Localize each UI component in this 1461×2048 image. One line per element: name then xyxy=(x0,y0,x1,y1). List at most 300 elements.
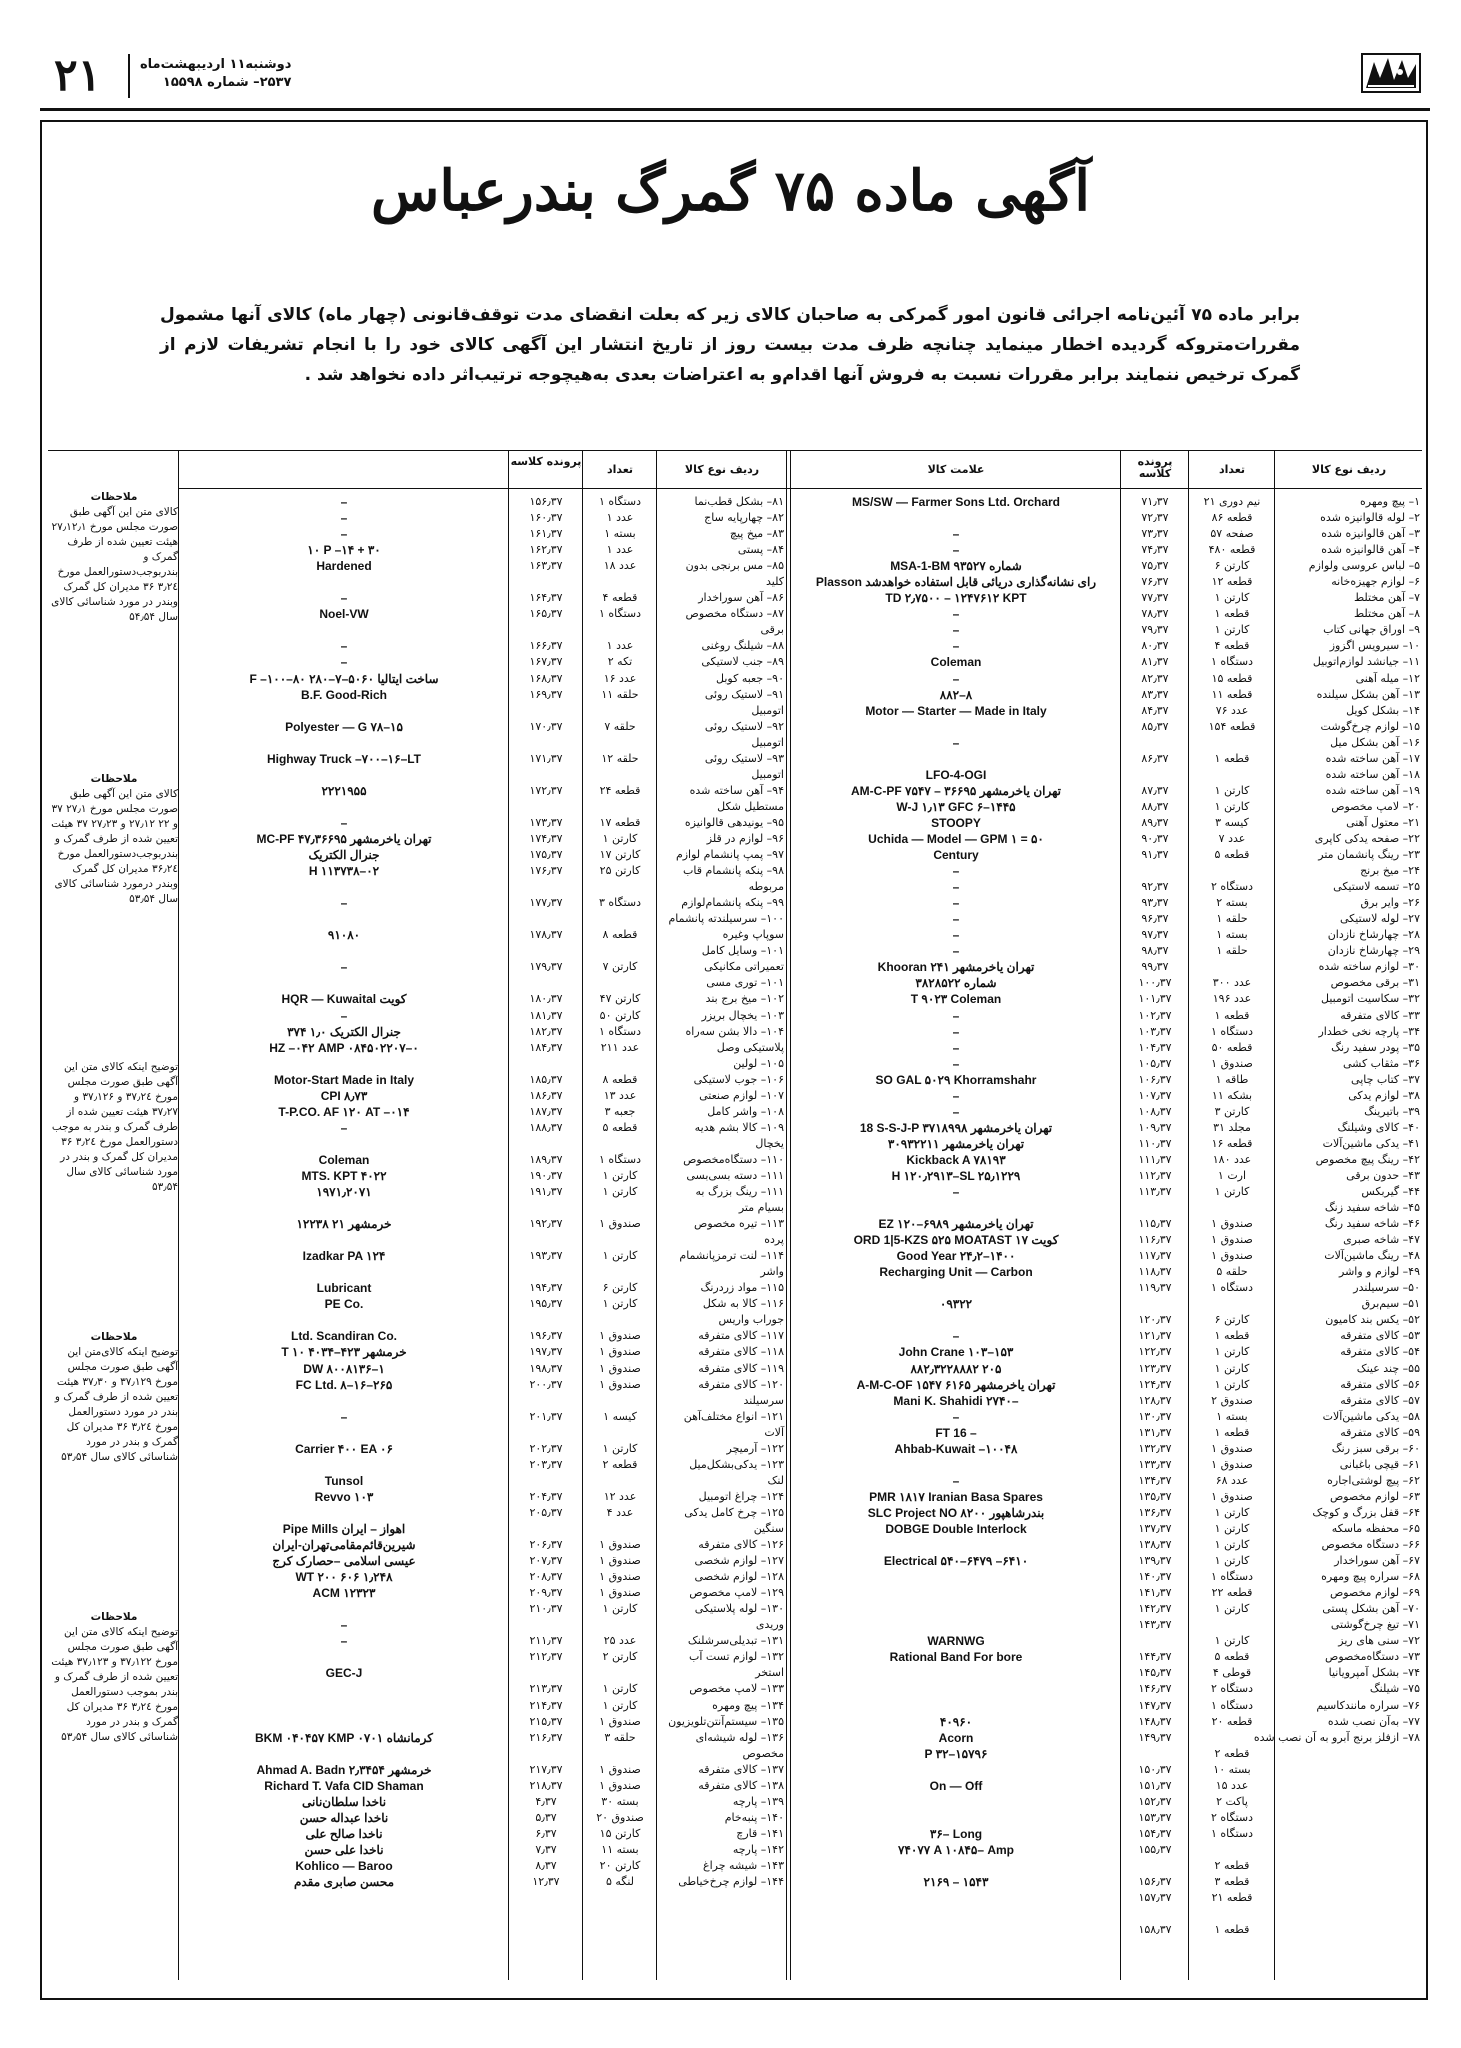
header-row-item: ردیف نوع کالا xyxy=(1311,463,1387,476)
goods-count: ۸۶ قطعه xyxy=(1211,511,1253,525)
permit-number: ۷۳٫۳۷ xyxy=(1141,527,1169,541)
goods-item: ۷۶– سراره مانند‌کاسیم xyxy=(1316,1698,1420,1712)
goods-item: ۱۲۲– آرمیچر xyxy=(726,1441,784,1455)
permit-number: ۱۸۴٫۳۷ xyxy=(529,1040,563,1054)
remarks-note xyxy=(50,772,178,907)
goods-count: ۱ بسته xyxy=(1216,1409,1248,1423)
goods-mark xyxy=(182,574,506,590)
permit-number: ۲۱۶٫۳۷ xyxy=(529,1730,563,1744)
goods-count: ۲ قطعه xyxy=(1214,1746,1250,1760)
goods-mark: ۳۶– Long xyxy=(929,1826,983,1841)
goods-mark: H ۱۲۰٫۲۹۱۳–SL ۲۵٫۱۲۲۹ xyxy=(891,1168,1021,1183)
permit-number: ۱۲۱٫۳۷ xyxy=(1138,1329,1172,1343)
goods-item: ۶۰– برقی سبز رنگ xyxy=(1331,1441,1420,1455)
permit-number xyxy=(510,1056,582,1072)
goods-mark: TD ۲٫۷۵۰۰ – ۱۲۴۷۶۱۲ KPT xyxy=(885,591,1027,606)
goods-count: ۱۱ قطعه xyxy=(1211,687,1253,701)
goods-count: ۱ کارتن xyxy=(1214,1634,1250,1648)
goods-mark xyxy=(182,767,506,783)
goods-mark xyxy=(794,1858,1118,1874)
goods-count: ۱۷ کارتن xyxy=(599,848,641,862)
goods-item: ۹۹– پنکه پانشمام‌لوازم xyxy=(681,896,784,910)
goods-mark: – xyxy=(952,1056,960,1071)
goods-item: ۴۵– شاخه سفید زنگ xyxy=(1324,1201,1420,1215)
goods-item: ۴۱– یدکی ماشین‌آلات xyxy=(1322,1136,1420,1150)
goods-count xyxy=(584,767,656,783)
goods-item: ۹۳– لاستیک روئی xyxy=(704,751,784,765)
goods-item: ۱۱۱– رینگ بزرگ به xyxy=(695,1185,784,1199)
goods-item: ۱۵– لوازم چرخ‌گوشت xyxy=(1320,719,1420,733)
goods-item: ۳۵– پودر سفید رنگ xyxy=(1331,1040,1420,1054)
issue-text: ۲۵۳۷– شماره ۱۵۵۹۸ xyxy=(162,75,292,90)
permit-number: ۲۰۱٫۳۷ xyxy=(529,1409,563,1423)
permit-number xyxy=(1122,767,1188,783)
date-line xyxy=(140,56,291,92)
goods-item: ۴۶– شاخه سفید رنگ xyxy=(1324,1217,1420,1231)
goods-count: ۲۱ قطعه xyxy=(1211,1891,1253,1905)
goods-count: ۲۴ قطعه xyxy=(599,783,641,797)
goods-mark: – xyxy=(952,1024,960,1039)
goods-mark: P ۳۲–۱۵۷۹۶ xyxy=(924,1746,988,1761)
goods-mark: – xyxy=(340,639,348,654)
goods-count: ۱۲ قطعه xyxy=(1211,575,1253,589)
permit-number: ۲۱۰٫۳۷ xyxy=(529,1602,563,1616)
goods-mark: ۱۲۲۳۸ خرمشهر ۲۱ xyxy=(296,1217,392,1232)
goods-count: ۱ دستگاه xyxy=(1210,1826,1254,1840)
goods-mark: EZ ۱۲۰–۶۹۸۹ تهران یاخرمشهر xyxy=(878,1217,1034,1232)
goods-item: ۸۵– مس برنجی بدون xyxy=(685,559,784,573)
permit-number: ۹۱٫۳۷ xyxy=(1141,848,1169,862)
permit-number: ۲۰۲٫۳۷ xyxy=(529,1441,563,1455)
header-count-2: تعداد xyxy=(606,463,634,476)
goods-count: ۱ کارتن xyxy=(1214,1361,1250,1375)
permit-number: ۱۷۵٫۳۷ xyxy=(529,848,563,862)
permit-number: ۵٫۳۷ xyxy=(535,1810,557,1824)
permit-number xyxy=(510,911,582,927)
goods-mark: محسن صابری مقدم xyxy=(293,1875,395,1890)
goods-mark: – xyxy=(952,639,960,654)
col-rule xyxy=(656,450,657,1980)
goods-count: ۲ دستگاه xyxy=(1210,1810,1254,1824)
permit-number: ۸۳٫۳۷ xyxy=(1141,687,1169,701)
goods-mark: HQR — Kuwaital کویت xyxy=(281,992,407,1007)
goods-mark xyxy=(182,1681,506,1697)
goods-item: ۹۵– یونیدهی قالوانیزه xyxy=(684,815,784,829)
goods-item: ۵۷– کالای متفرقه xyxy=(1340,1393,1420,1407)
goods-count: ۱۰ بسته xyxy=(1213,1762,1251,1776)
permit-number: ۱۸۶٫۳۷ xyxy=(529,1088,563,1102)
goods-mark: Century xyxy=(933,848,979,863)
goods-mark xyxy=(794,719,1118,735)
goods-item: ۲۶– وایر برق xyxy=(1360,896,1420,910)
goods-count: ۷ عدد xyxy=(1218,831,1246,845)
goods-count xyxy=(584,1264,656,1280)
goods-count: ۶ کارتن xyxy=(602,1281,638,1295)
permit-number: ۱۶۲٫۳۷ xyxy=(529,543,563,557)
goods-mark xyxy=(794,1681,1118,1697)
goods-item: مربوطه xyxy=(748,880,784,894)
goods-mark: Rational Band For bore xyxy=(889,1650,1023,1665)
goods-count: ۱۱ بشکه xyxy=(1211,1088,1253,1102)
goods-mark: Ahmad A. Badn ۲٫۳۴۵۴ خرمشهر xyxy=(256,1762,432,1777)
goods-item: ۴۰– کالای وشیلنگ xyxy=(1337,1120,1420,1134)
goods-count: ۱۱ حلقه xyxy=(601,687,639,701)
goods-item: کلید xyxy=(766,575,784,589)
goods-mark xyxy=(794,751,1118,767)
goods-item: ۶۹– لوازم مخصوص xyxy=(1329,1586,1420,1600)
goods-mark: – xyxy=(952,1473,960,1488)
goods-count: ۱ عدد xyxy=(606,543,634,557)
goods-mark xyxy=(794,510,1118,526)
goods-mark xyxy=(794,1280,1118,1296)
permit-number xyxy=(510,1473,582,1489)
goods-count xyxy=(584,1665,656,1681)
goods-mark xyxy=(182,1505,506,1521)
goods-item: ۸۱– بشکل قطب‌نما xyxy=(694,495,784,508)
goods-count: ۱ حلقه xyxy=(1216,912,1248,926)
goods-item: ۱۳۳– لامپ مخصوص xyxy=(689,1682,784,1696)
goods-item: اتومبیل xyxy=(751,767,784,781)
goods-mark: Acorn xyxy=(938,1730,974,1745)
goods-item: ۱۴۳– شیشه چراغ xyxy=(703,1858,784,1872)
goods-mark: Motor-Start Made in Italy xyxy=(273,1072,414,1087)
permit-number xyxy=(510,574,582,590)
permit-number: ۹۸٫۳۷ xyxy=(1141,944,1169,958)
goods-item: ۷۵– شیلنگ xyxy=(1369,1682,1420,1696)
permit-number: ۱۹۴٫۳۷ xyxy=(529,1281,563,1295)
goods-mark xyxy=(182,975,506,991)
permit-number: ۱۱۸٫۳۷ xyxy=(1138,1265,1172,1279)
goods-mark xyxy=(182,703,506,719)
goods-count: ۱ صندوق xyxy=(599,1329,641,1343)
goods-item: آلات xyxy=(764,1425,784,1439)
goods-count: ۶۸ عدد xyxy=(1215,1473,1249,1487)
permit-number: ۱۹۷٫۳۷ xyxy=(529,1345,563,1359)
goods-item: ۷۷– به‌آن نصب شده xyxy=(1327,1714,1420,1728)
goods-count: ۲ دستگاه xyxy=(1210,1682,1254,1696)
goods-count: ۱۸ عدد xyxy=(603,559,637,573)
goods-item: ۱۲– میله آهنی xyxy=(1355,671,1420,685)
goods-mark xyxy=(794,1762,1118,1778)
goods-item: ۱۲۳– یدکی‌بشکل‌میل xyxy=(689,1457,784,1471)
goods-count: ۷ کارتن xyxy=(602,960,638,974)
permit-number: ۱۷۶٫۳۷ xyxy=(529,864,563,878)
goods-count: ۱ قطعه xyxy=(1214,1329,1250,1343)
goods-count: ۱ صندوق xyxy=(1211,1056,1253,1070)
goods-item: ۶۴– قفل بزرگ و کوچک xyxy=(1312,1505,1420,1519)
goods-mark: – xyxy=(952,623,960,638)
goods-count: ۱ صندوق xyxy=(1211,1441,1253,1455)
goods-mark: جنرال الکتریک ۱٫۰ ۳۷۴ xyxy=(287,1024,401,1039)
goods-item: ۵۳– کالای متفرقه xyxy=(1340,1329,1420,1343)
goods-item: ۱۳۶– لوله شیشه‌ای xyxy=(695,1730,784,1744)
goods-mark: FT 16 – xyxy=(935,1425,977,1440)
goods-mark: – xyxy=(952,607,960,622)
goods-mark: ۷۴۰۷۷ A ۱۰۸۴۵– Amp xyxy=(897,1842,1014,1857)
goods-item: جوراب واریس xyxy=(718,1313,784,1327)
goods-mark: ORD 1|5-KZS ۵۲۵ MOATAST ۱۷ کویت xyxy=(853,1233,1059,1248)
goods-mark: Highway Truck –۷۰۰–۱۶–LT xyxy=(266,751,422,766)
goods-item: برقی xyxy=(760,623,784,637)
goods-count: ۷ حلقه xyxy=(604,719,636,733)
goods-count: ۱ کارتن xyxy=(1214,591,1250,605)
goods-item: یخچال xyxy=(755,1136,784,1150)
goods-item: سرسیلند xyxy=(743,1393,784,1407)
goods-item: ۱۳۲– لوازم تست آب xyxy=(688,1650,784,1664)
permit-number: ۱۹۰٫۳۷ xyxy=(529,1168,563,1182)
goods-mark: ناخدا سلطان‌نانی xyxy=(301,1794,387,1809)
goods-mark: – xyxy=(340,960,348,975)
goods-mark: On — Off xyxy=(929,1778,983,1793)
goods-count: ۵۰ قطعه xyxy=(1211,1040,1253,1054)
remarks-title: ملاحظات xyxy=(90,491,138,503)
permit-number: ۱۱۵٫۳۷ xyxy=(1138,1217,1172,1231)
permit-number xyxy=(510,622,582,638)
goods-count xyxy=(1190,863,1274,879)
goods-mark: ۱۹۷۱٫۲۰۷۱ xyxy=(316,1185,372,1200)
goods-mark: PE Co. xyxy=(324,1297,364,1312)
permit-number: ۱۷۳٫۳۷ xyxy=(529,815,563,829)
goods-item: ۱۲۰– کالای متفرقه xyxy=(698,1377,784,1391)
goods-item: ۲۳– رینگ پانشمان متر xyxy=(1318,848,1420,862)
col-rule xyxy=(178,450,179,1980)
masthead-rule xyxy=(40,108,1430,111)
goods-item: ۵۱– سیم‌برق xyxy=(1361,1297,1420,1311)
goods-item: ۲– لوله قالوانیزه شده xyxy=(1320,511,1420,525)
goods-count: ۱۶ عدد xyxy=(603,671,637,685)
permit-number: ۱۵۶٫۳۷ xyxy=(529,495,563,508)
goods-count xyxy=(584,943,656,959)
goods-item: ۴۷– شاخه صبری xyxy=(1343,1233,1420,1247)
permit-number: ۴٫۳۷ xyxy=(535,1794,557,1808)
goods-item: ۱۱۸– کالای متفرقه xyxy=(698,1345,784,1359)
goods-item: ۱۰۷– لوازم صنعتی xyxy=(699,1088,784,1102)
permit-number: ۱۰۷٫۳۷ xyxy=(1138,1088,1172,1102)
permit-number: ۸۰٫۳۷ xyxy=(1141,639,1169,653)
goods-mark xyxy=(182,1649,506,1665)
goods-mark: – xyxy=(952,928,960,943)
permit-number xyxy=(510,879,582,895)
goods-count: ۱ ارت xyxy=(1217,1168,1247,1182)
col-rule xyxy=(508,450,509,1980)
goods-item: ۷۲– سنی های ریز xyxy=(1338,1634,1420,1648)
goods-item: ۳۶– مثقاب کشی xyxy=(1342,1056,1420,1070)
goods-mark: ناخدا صالح علی xyxy=(305,1826,383,1841)
goods-count: ۲۲ قطعه xyxy=(1211,1586,1253,1600)
goods-mark: – xyxy=(340,655,348,670)
goods-item: ۹۴– آهن ساخته شده xyxy=(689,783,784,797)
permit-number: ۱۵۱٫۳۷ xyxy=(1138,1778,1172,1792)
goods-mark: MSA-1-BM ۹۳۵۲۷ شماره xyxy=(890,559,1022,574)
goods-item: ۵۹– کالای متفرقه xyxy=(1340,1425,1420,1439)
goods-item: ۱۲۹– لامپ مخصوص xyxy=(689,1586,784,1600)
permit-number: ۸۱٫۳۷ xyxy=(1141,655,1169,669)
goods-count: ۱ قطعه xyxy=(1214,751,1250,765)
goods-count: ۱ صندوق xyxy=(599,1217,641,1231)
goods-mark: CPI ۸٫۷۳ xyxy=(320,1088,368,1103)
permit-number xyxy=(510,1136,582,1152)
goods-count: ۱۵ عدد xyxy=(1215,1778,1249,1792)
goods-mark: Richard T. Vafa CID Shaman xyxy=(264,1778,424,1793)
goods-item: ۱۳۱– تبدیلی‌سرشلنک xyxy=(687,1634,784,1648)
goods-item: ۱۲۵– چرخ کامل یدکی xyxy=(684,1505,784,1519)
goods-count: ۱ صندوق xyxy=(599,1762,641,1776)
goods-count: ۱ کارتن xyxy=(602,1602,638,1616)
goods-item: ۱۳۸– کالای متفرقه xyxy=(698,1778,784,1792)
goods-mark: A-M-C-OF ۱۵۴۷ ۶۱۶۵ تهران یاخرمشهر xyxy=(856,1377,1056,1392)
permit-number xyxy=(510,703,582,719)
goods-item: ۱۱۰– دستگاه‌مخصوص xyxy=(683,1152,784,1166)
col-rule xyxy=(1120,450,1121,1980)
goods-item: واشر xyxy=(760,1265,784,1279)
goods-item: ۱۲۶– کالای متفرقه xyxy=(698,1538,784,1552)
goods-count xyxy=(584,1393,656,1409)
goods-item: ۷۰– آهن بشکل پستی xyxy=(1322,1602,1420,1616)
goods-mark: – xyxy=(340,1120,348,1135)
permit-number: ۸۲٫۳۷ xyxy=(1141,671,1169,685)
goods-item: ۱۰۸– واشر کامل xyxy=(707,1104,784,1118)
permit-number: ۱۳۴٫۳۷ xyxy=(1138,1473,1172,1487)
left-marks-column xyxy=(182,494,506,1890)
goods-count: ۱ صندوق xyxy=(599,1586,641,1600)
goods-count xyxy=(584,1473,656,1489)
goods-mark xyxy=(182,943,506,959)
goods-count xyxy=(1190,735,1274,751)
goods-mark: – xyxy=(952,1329,960,1344)
permit-number: ۹۶٫۳۷ xyxy=(1141,912,1169,926)
goods-mark: Mani K. Shahidi ۲۷۴۰– xyxy=(893,1393,1019,1408)
permit-number: ۷۸٫۳۷ xyxy=(1141,607,1169,621)
goods-count: ۳ حلقه xyxy=(604,1730,636,1744)
permit-number: ۲۰۰٫۳۷ xyxy=(529,1377,563,1391)
permit-number: ۲۱۴٫۳۷ xyxy=(529,1698,563,1712)
goods-count: ۱ صندوق xyxy=(1211,1233,1253,1247)
goods-count: ۱ عدد xyxy=(606,511,634,525)
goods-item: ۶۳– لوازم مخصوص xyxy=(1329,1489,1420,1503)
goods-count: ۲۰ کارتن xyxy=(599,1858,641,1872)
permit-number: ۱۷۲٫۳۷ xyxy=(529,783,563,797)
goods-item: ۴۳– حدون برقی xyxy=(1346,1168,1420,1182)
goods-mark: STOOPY xyxy=(931,815,981,830)
goods-count: ۱ صندوق xyxy=(599,1554,641,1568)
goods-count: ۱ صندوق xyxy=(1211,1457,1253,1471)
permit-number: ۱۶۶٫۳۷ xyxy=(529,639,563,653)
goods-item: ۹۲– لاستیک روئی xyxy=(704,719,784,733)
col-rule xyxy=(790,450,791,1980)
goods-item: ۱۱۱– دسته بسی‌بسی xyxy=(686,1168,784,1182)
goods-mark: – xyxy=(952,944,960,959)
goods-mark xyxy=(794,1810,1118,1826)
goods-item: ۱۴۰– پنبه‌خام xyxy=(724,1810,784,1824)
permit-number: ۱۱۳٫۳۷ xyxy=(1138,1185,1172,1199)
goods-item: ۵– لباس عروسی ولوازم xyxy=(1308,559,1420,573)
goods-count: ۱ کارتن xyxy=(602,1682,638,1696)
permit-number xyxy=(510,1200,582,1216)
goods-count: ۱۵۴ قطعه xyxy=(1208,719,1256,733)
goods-count xyxy=(584,622,656,638)
goods-mark: – xyxy=(340,815,348,830)
goods-item: ۹۶– لوازم در قلز xyxy=(706,831,784,845)
permit-number: ۱۵۵٫۳۷ xyxy=(1138,1842,1172,1856)
goods-count: ۱ دستگاه xyxy=(598,495,642,508)
goods-item: ۳۰– لوازم ساخته شده xyxy=(1318,960,1420,974)
goods-count: ۲ بسته xyxy=(1216,896,1248,910)
left-counts-column xyxy=(584,494,656,1890)
goods-count: ۲۰ صندوق xyxy=(596,1810,644,1824)
goods-count: ۵ حلقه xyxy=(1216,1265,1248,1279)
goods-table xyxy=(48,450,1422,1980)
permit-number: ۱۹۲٫۳۷ xyxy=(529,1217,563,1231)
goods-mark: Coleman xyxy=(930,655,982,670)
goods-count: ۲ کارتن xyxy=(602,1650,638,1664)
permit-number xyxy=(510,975,582,991)
goods-mark xyxy=(182,1698,506,1714)
goods-item: بسیام متر xyxy=(738,1201,784,1215)
permit-number: ۱۷۹٫۳۷ xyxy=(529,960,563,974)
permit-number xyxy=(1122,1746,1188,1762)
goods-count xyxy=(1190,1842,1274,1858)
goods-mark: ۹۱۰۸۰ xyxy=(327,928,361,943)
goods-count: ۱ کارتن xyxy=(602,1185,638,1199)
permit-number: ۲۰۷٫۳۷ xyxy=(529,1554,563,1568)
permit-number: ۸۵٫۳۷ xyxy=(1141,719,1169,733)
permit-number: ۱۵۷٫۳۷ xyxy=(1138,1891,1172,1905)
goods-mark xyxy=(794,1585,1118,1601)
goods-item: ۱۰۹– کالا بشم هدیه xyxy=(694,1120,784,1134)
goods-mark: شیرین‌قائم‌مقامی‌تهران-ایران xyxy=(272,1538,416,1553)
permit-number: ۱۶۴٫۳۷ xyxy=(529,591,563,605)
goods-item: سوپاپ وغیره xyxy=(722,928,784,942)
goods-count: ۱۱ بسته xyxy=(601,1842,639,1856)
goods-mark: PMR ۱۸۱۷ Iranian Basa Spares xyxy=(869,1489,1043,1504)
goods-mark xyxy=(182,1457,506,1473)
goods-item: ۱۰۱– وسایل کامل xyxy=(701,944,784,958)
permit-number: ۱۲۴٫۳۷ xyxy=(1138,1377,1172,1391)
goods-mark: – xyxy=(340,1008,348,1023)
permit-number: ۲۰۹٫۳۷ xyxy=(529,1586,563,1600)
goods-count xyxy=(584,1746,656,1762)
permit-number: ۱۶۱٫۳۷ xyxy=(529,527,563,541)
goods-item: ۸۸– شیلنگ روغنی xyxy=(701,639,784,653)
permit-number xyxy=(510,735,582,751)
goods-count: ۱۵ کارتن xyxy=(599,1826,641,1840)
goods-item: ۱۰۳– یخچال بریزر xyxy=(701,1008,784,1022)
goods-mark: Electrical ۵۴۰–۶۴۷۹ –۶۴۱۰ xyxy=(883,1554,1029,1569)
goods-item: ۲۵– تسمه لاستیکی xyxy=(1333,880,1420,894)
permit-number: ۱۲۸٫۳۷ xyxy=(1138,1393,1172,1407)
goods-mark: – xyxy=(340,1634,348,1649)
goods-count: ۲ پاکت xyxy=(1216,1794,1248,1808)
date-text: دوشنبه۱۱ اردیبهشت‌ماه xyxy=(140,57,292,72)
permit-number: ۸۶٫۳۷ xyxy=(1141,751,1169,765)
permit-number xyxy=(1122,1858,1188,1874)
permit-number: ۱۱۱٫۳۷ xyxy=(1138,1152,1172,1166)
permit-number: ۱۴۹٫۳۷ xyxy=(1138,1730,1172,1744)
goods-mark: – xyxy=(340,591,348,606)
permit-number xyxy=(510,1232,582,1248)
goods-mark: ACM ۱۲۳۲۳ xyxy=(312,1586,376,1601)
goods-mark: MC-PF ۴۷٫۳۶۶۹۵ تهران یاخرمشهر xyxy=(256,831,432,846)
goods-count: ۱ کارتن xyxy=(1214,1377,1250,1391)
goods-mark: MTS. KPT ۴۰۲۲ xyxy=(301,1168,387,1183)
goods-mark: Uchida — Model — GPM ۱ = ۵۰ xyxy=(868,831,1044,846)
goods-item: اتومبیل xyxy=(751,735,784,749)
page-number: ۲۱ xyxy=(54,50,102,101)
permit-number xyxy=(1122,1906,1188,1922)
goods-count: ۱ دستگاه xyxy=(1210,1698,1254,1712)
goods-mark: – xyxy=(340,527,348,542)
goods-count xyxy=(584,1312,656,1328)
